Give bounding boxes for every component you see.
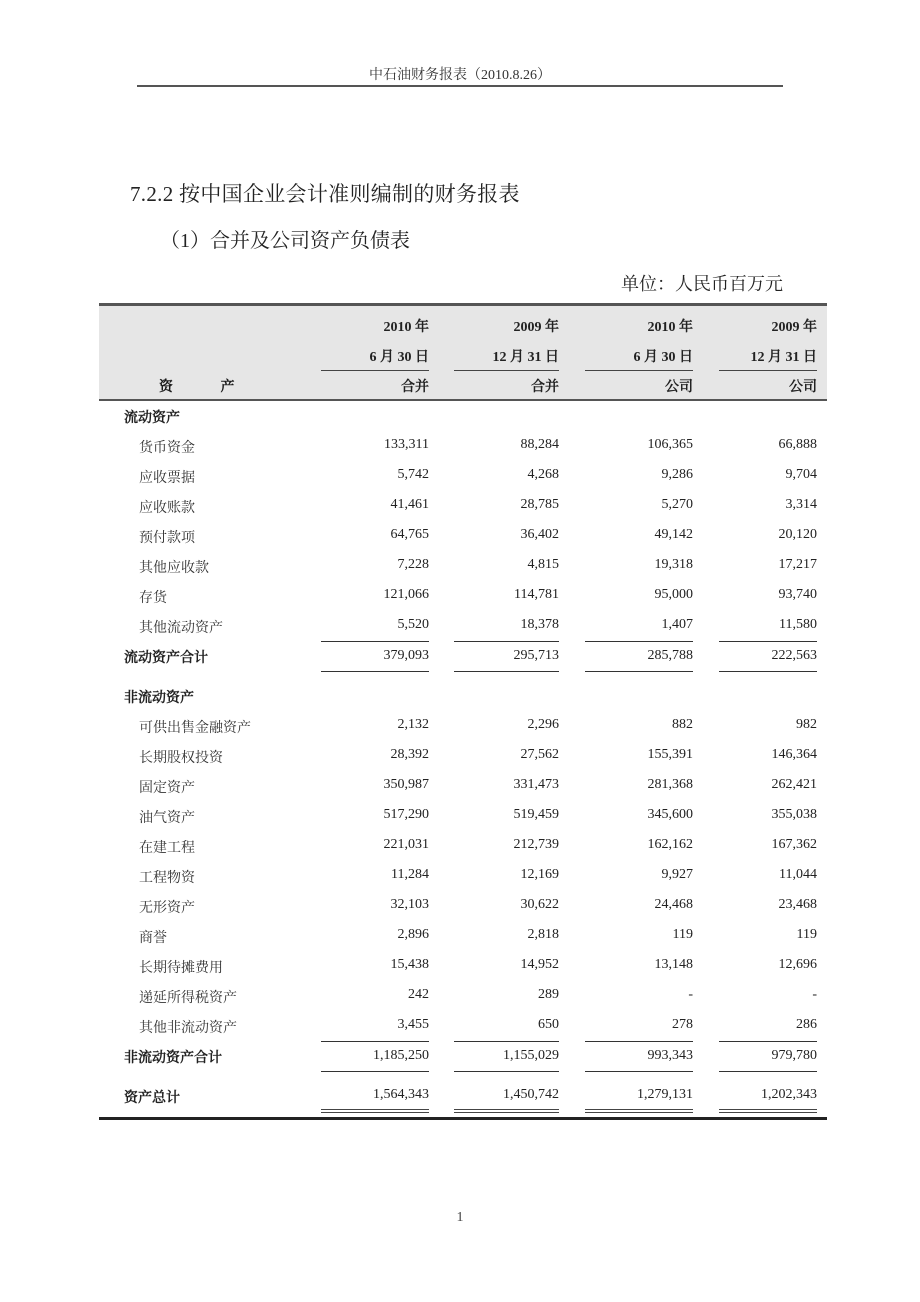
- value-cell: 331,473: [513, 777, 559, 792]
- value-cell: 162,162: [647, 837, 693, 852]
- value-cell: 5,520: [397, 617, 429, 632]
- column-year: 2009 年: [513, 320, 559, 335]
- sub-title: （1）合并及公司资产负债表: [160, 230, 410, 252]
- column-year: 2010 年: [647, 320, 693, 335]
- value-cell: 88,284: [520, 437, 559, 452]
- value-cell: 7,228: [397, 557, 429, 572]
- row-label: 长期股权投资: [139, 751, 223, 766]
- value-cell: 1,155,029: [454, 1041, 559, 1072]
- section-heading-row: [99, 681, 827, 711]
- value-cell: 379,093: [321, 641, 429, 672]
- table-row: [99, 921, 827, 951]
- table-row: [99, 741, 827, 771]
- value-cell: 979,780: [719, 1041, 817, 1072]
- value-cell: 355,038: [771, 807, 817, 822]
- value-cell: 12,169: [520, 867, 559, 882]
- column-year: 2010 年: [383, 320, 429, 335]
- row-label: 其他流动资产: [139, 621, 223, 636]
- value-cell: 9,286: [661, 467, 693, 482]
- column-header-rule: [585, 370, 693, 371]
- column-header-rule: [321, 370, 429, 371]
- table-row: [99, 801, 827, 831]
- value-cell: 15,438: [390, 957, 429, 972]
- table-row: [99, 981, 827, 1011]
- table-row: [99, 951, 827, 981]
- column-header-rule: [719, 370, 817, 371]
- value-cell: 114,781: [514, 587, 559, 602]
- value-cell: 11,044: [779, 867, 817, 882]
- value-cell: 517,290: [383, 807, 429, 822]
- value-cell: 49,142: [654, 527, 693, 542]
- section-heading: 非流动资产: [124, 691, 194, 706]
- value-cell: 5,270: [661, 497, 693, 512]
- subtotal-row: [99, 1041, 827, 1071]
- value-cell: 106,365: [647, 437, 693, 452]
- value-cell: 12,696: [778, 957, 817, 972]
- balance-sheet-table: [99, 303, 827, 1120]
- value-cell: 242: [408, 987, 429, 1002]
- value-cell: 286: [796, 1017, 817, 1032]
- column-scope: 公司: [789, 380, 817, 395]
- value-cell: -: [688, 987, 693, 1002]
- column-scope: 合并: [531, 380, 559, 395]
- table-body: [99, 401, 827, 1111]
- row-label: 其他应收款: [139, 561, 209, 576]
- row-label: 递延所得税资产: [139, 991, 237, 1006]
- value-cell: 285,788: [585, 641, 693, 672]
- table-row: [99, 861, 827, 891]
- value-cell: 278: [672, 1017, 693, 1032]
- column-scope: 公司: [665, 380, 693, 395]
- value-cell: 19,318: [654, 557, 693, 572]
- section-heading: 流动资产: [124, 411, 180, 426]
- value-cell: 5,742: [397, 467, 429, 482]
- value-cell: 289: [538, 987, 559, 1002]
- value-cell: 64,765: [390, 527, 429, 542]
- column-date: 12 月 31 日: [750, 350, 817, 365]
- value-cell: 2,132: [397, 717, 429, 732]
- value-cell: 9,927: [661, 867, 693, 882]
- value-cell: 650: [538, 1017, 559, 1032]
- table-row: [99, 1011, 827, 1041]
- value-cell: 32,103: [390, 897, 429, 912]
- value-cell: 95,000: [654, 587, 693, 602]
- table-row: [99, 491, 827, 521]
- row-label: 长期待摊费用: [139, 961, 223, 976]
- value-cell: 28,785: [520, 497, 559, 512]
- table-row: [99, 581, 827, 611]
- unit-label: 单位：人民币百万元: [621, 274, 783, 294]
- header-rule: [137, 85, 783, 87]
- row-header-label: 资 产: [159, 380, 257, 395]
- section-heading-row: [99, 401, 827, 431]
- value-cell: 221,031: [383, 837, 429, 852]
- value-cell: 2,296: [527, 717, 559, 732]
- table-row: [99, 611, 827, 641]
- value-cell: 121,066: [383, 587, 429, 602]
- value-cell: 1,279,131: [585, 1087, 693, 1113]
- value-cell: 27,562: [520, 747, 559, 762]
- value-cell: 281,368: [647, 777, 693, 792]
- value-cell: 20,120: [778, 527, 817, 542]
- spacer: [99, 671, 827, 681]
- value-cell: 295,713: [454, 641, 559, 672]
- row-label: 应收账款: [139, 501, 195, 516]
- value-cell: 982: [796, 717, 817, 732]
- row-label: 预付款项: [139, 531, 195, 546]
- column-scope: 合并: [401, 380, 429, 395]
- row-label: 流动资产合计: [124, 651, 208, 666]
- grand-total-row: [99, 1081, 827, 1111]
- value-cell: 345,600: [647, 807, 693, 822]
- value-cell: 993,343: [585, 1041, 693, 1072]
- row-label: 其他非流动资产: [139, 1021, 237, 1036]
- value-cell: 28,392: [390, 747, 429, 762]
- value-cell: 9,704: [785, 467, 817, 482]
- value-cell: 4,268: [527, 467, 559, 482]
- value-cell: 1,185,250: [321, 1041, 429, 1072]
- section-title: 7.2.2 按中国企业会计准则编制的财务报表: [130, 182, 520, 206]
- value-cell: 1,407: [661, 617, 693, 632]
- table-row: [99, 771, 827, 801]
- value-cell: 222,563: [719, 641, 817, 672]
- value-cell: 11,284: [391, 867, 429, 882]
- row-label: 资产总计: [124, 1091, 180, 1106]
- column-date: 6 月 30 日: [633, 350, 693, 365]
- value-cell: 23,468: [778, 897, 817, 912]
- row-label: 无形资产: [139, 901, 195, 916]
- value-cell: 2,896: [397, 927, 429, 942]
- value-cell: 155,391: [647, 747, 693, 762]
- value-cell: 146,364: [771, 747, 817, 762]
- value-cell: 167,362: [771, 837, 817, 852]
- row-label: 固定资产: [139, 781, 195, 796]
- value-cell: 30,622: [520, 897, 559, 912]
- row-label: 应收票据: [139, 471, 195, 486]
- value-cell: 11,580: [779, 617, 817, 632]
- table-bottom-rule: [99, 1117, 827, 1120]
- value-cell: 93,740: [778, 587, 817, 602]
- subtotal-row: [99, 641, 827, 671]
- row-label: 工程物资: [139, 871, 195, 886]
- running-header: 中石油财务报表（2010.8.26）: [369, 68, 551, 83]
- value-cell: 66,888: [778, 437, 817, 452]
- value-cell: 2,818: [527, 927, 559, 942]
- page-number: 1: [456, 1210, 464, 1225]
- row-label: 存货: [139, 591, 167, 606]
- value-cell: 350,987: [383, 777, 429, 792]
- row-label: 在建工程: [139, 841, 195, 856]
- value-cell: 13,148: [654, 957, 693, 972]
- row-label: 商誉: [139, 931, 167, 946]
- spacer: [99, 1071, 827, 1081]
- value-cell: 18,378: [520, 617, 559, 632]
- column-date: 6 月 30 日: [369, 350, 429, 365]
- table-row: [99, 551, 827, 581]
- value-cell: 1,564,343: [321, 1087, 429, 1113]
- value-cell: 3,455: [397, 1017, 429, 1032]
- table-header: [99, 306, 827, 399]
- table-row: [99, 831, 827, 861]
- table-row: [99, 711, 827, 741]
- value-cell: 14,952: [520, 957, 559, 972]
- table-row: [99, 461, 827, 491]
- value-cell: 1,450,742: [454, 1087, 559, 1113]
- value-cell: 3,314: [785, 497, 817, 512]
- value-cell: 133,311: [384, 437, 429, 452]
- row-label: 可供出售金融资产: [139, 721, 251, 736]
- column-date: 12 月 31 日: [492, 350, 559, 365]
- value-cell: 41,461: [390, 497, 429, 512]
- column-year: 2009 年: [771, 320, 817, 335]
- row-label: 油气资产: [139, 811, 195, 826]
- value-cell: 4,815: [527, 557, 559, 572]
- value-cell: 519,459: [513, 807, 559, 822]
- value-cell: 262,421: [771, 777, 817, 792]
- value-cell: -: [812, 987, 817, 1002]
- value-cell: 212,739: [513, 837, 559, 852]
- row-label: 货币资金: [139, 441, 195, 456]
- table-row: [99, 521, 827, 551]
- column-header-rule: [454, 370, 559, 371]
- value-cell: 882: [672, 717, 693, 732]
- table-row: [99, 891, 827, 921]
- value-cell: 1,202,343: [719, 1087, 817, 1113]
- table-row: [99, 431, 827, 461]
- row-label: 非流动资产合计: [124, 1051, 222, 1066]
- value-cell: 119: [672, 927, 693, 942]
- value-cell: 36,402: [520, 527, 559, 542]
- value-cell: 17,217: [778, 557, 817, 572]
- value-cell: 24,468: [654, 897, 693, 912]
- value-cell: 119: [796, 927, 817, 942]
